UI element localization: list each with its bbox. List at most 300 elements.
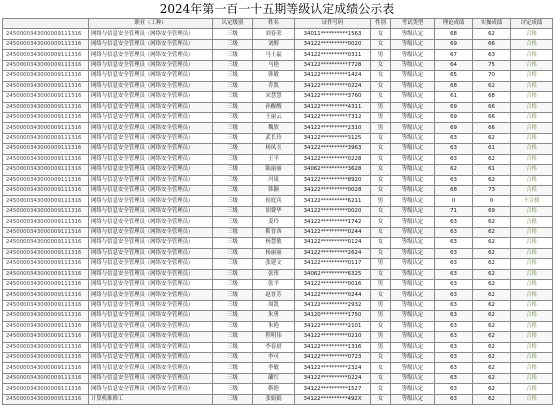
table-cell: 69 [435, 112, 473, 122]
table-cell: 三级 [213, 311, 253, 321]
table-cell: 三级 [213, 92, 253, 102]
table-cell: 三级 [213, 165, 253, 175]
table-cell: 75 [473, 60, 511, 70]
table-cell: 合格 [511, 311, 553, 321]
table-cell: 张平 [253, 279, 295, 289]
table-cell: 等级认定 [391, 259, 435, 269]
table-cell: 2450000343000009111316 [3, 217, 89, 227]
table-row [3, 300, 553, 310]
table-cell: 网络与信息安全管理员（网络安全管理员） [89, 217, 213, 227]
table-cell: 等级认定 [391, 238, 435, 248]
table-cell: 靳晋西 [253, 227, 295, 237]
table-cell: 合格 [511, 81, 553, 91]
table-row [3, 123, 553, 133]
table-cell: 三级 [213, 112, 253, 122]
table-cell: 合格 [511, 133, 553, 143]
table-row [3, 102, 553, 112]
table-cell: 2450000343000009111316 [3, 133, 89, 143]
table-cell: 2450000343000009111316 [3, 165, 89, 175]
table-cell: 合格 [511, 269, 553, 279]
table-cell: 女 [371, 92, 391, 102]
table-cell: 网络与信息安全管理员（网络安全管理员） [89, 259, 213, 269]
table-cell: 三级 [213, 363, 253, 373]
table-cell: 2450000343000009111316 [3, 196, 89, 206]
table-cell: 63 [435, 133, 473, 143]
table-cell: 2450000343000009111316 [3, 342, 89, 352]
table-cell: 孙醒醒 [253, 102, 295, 112]
table-row [3, 363, 553, 373]
table-cell: 合格 [511, 102, 553, 112]
table-row [3, 175, 553, 185]
table-cell: 男 [371, 332, 391, 342]
table-cell: 女 [371, 175, 391, 185]
table-cell: 合格 [511, 186, 553, 196]
table-cell: 网络与信息安全管理员（网络安全管理员） [89, 186, 213, 196]
table-cell: 杨凤玉 [253, 144, 295, 154]
table-cell: 三级 [213, 342, 253, 352]
table-row [3, 81, 553, 91]
table-cell: 63 [435, 363, 473, 373]
table-cell: 武长玲 [253, 133, 295, 143]
header-cell: 性别 [371, 19, 391, 29]
table-cell: 2450000343000009111316 [3, 394, 89, 404]
table-cell: 63 [435, 279, 473, 289]
header-cell: 评定成绩 [511, 19, 553, 29]
table-cell: 0 [435, 196, 473, 206]
table-cell: 姜玲 [253, 217, 295, 227]
table-body [3, 29, 553, 405]
table-cell: 蘭红 [253, 373, 295, 383]
table-cell: 34122**********0311 [295, 50, 371, 60]
table-row [3, 321, 553, 331]
table-cell: 网络与信息安全管理员（网络安全管理员） [89, 353, 213, 363]
table-cell: 63 [435, 332, 473, 342]
table-cell: 34122**********4311 [295, 102, 371, 112]
table-cell: 网络与信息安全管理员（网络安全管理员） [89, 300, 213, 310]
table-cell: 女 [371, 353, 391, 363]
table-cell: 靳艳 [253, 384, 295, 394]
table-cell: 马艳 [253, 60, 295, 70]
table-cell: 62 [473, 290, 511, 300]
table-row [3, 332, 553, 342]
table-cell: 女 [371, 81, 391, 91]
table-cell: 62 [473, 217, 511, 227]
table-cell: 等级认定 [391, 39, 435, 49]
table-row [3, 60, 553, 70]
table-cell: 合格 [511, 92, 553, 102]
header-cell: 姓名 [253, 19, 295, 29]
table-row [3, 394, 553, 404]
table-cell: 2450000343000009111316 [3, 81, 89, 91]
table-cell: 女 [371, 363, 391, 373]
table-cell: 三级 [213, 50, 253, 60]
table-cell: 34122**********0016 [295, 279, 371, 289]
table-cell: 网络与信息安全管理员（网络安全管理员） [89, 206, 213, 216]
table-cell: 男 [371, 311, 391, 321]
table-cell: 女 [371, 186, 391, 196]
table-cell: 62 [473, 269, 511, 279]
table-cell: 等级认定 [391, 81, 435, 91]
table-cell: 李可 [253, 353, 295, 363]
table-cell: 2450000343000009111316 [3, 112, 89, 122]
table-cell: 62 [473, 373, 511, 383]
table-cell: 张建文 [253, 259, 295, 269]
table-cell: 等级认定 [391, 342, 435, 352]
table-cell: 2450000343000009111316 [3, 60, 89, 70]
table-cell: 三级 [213, 123, 253, 133]
table-cell: 合格 [511, 206, 553, 216]
table-cell: 女 [371, 321, 391, 331]
table-cell: 34062**********3628 [295, 165, 371, 175]
table-cell: 等级认定 [391, 394, 435, 404]
table-cell: 等级认定 [391, 269, 435, 279]
table-cell: 女 [371, 269, 391, 279]
table-cell: 等级认定 [391, 112, 435, 122]
table-cell: 女 [371, 133, 391, 143]
table-cell: 2450000343000009111316 [3, 71, 89, 81]
table-cell: 三级 [213, 394, 253, 404]
table-cell: 34122**********2932 [295, 300, 371, 310]
table-cell: 2450000343000009111316 [3, 311, 89, 321]
table-cell: 三级 [213, 332, 253, 342]
table-cell: 魏欣 [253, 123, 295, 133]
table-cell: 62 [473, 133, 511, 143]
table-cell: 34062**********6325 [295, 269, 371, 279]
table-cell: 三级 [213, 384, 253, 394]
table-cell: 62 [473, 227, 511, 237]
table-cell: 66 [473, 39, 511, 49]
table-row [3, 71, 553, 81]
table-cell: 63 [435, 175, 473, 185]
table-row [3, 92, 553, 102]
table-cell: 2450000343000009111316 [3, 186, 89, 196]
table-cell: 女 [371, 60, 391, 70]
table-cell: 网络与信息安全管理员（网络安全管理员） [89, 384, 213, 394]
table-row [3, 342, 553, 352]
table-cell: 34122**********492X [295, 394, 371, 404]
table-cell: 34122**********0244 [295, 290, 371, 300]
table-cell: 李春晨 [253, 342, 295, 352]
table-cell: 男 [371, 50, 391, 60]
table-cell: 网络与信息安全管理员（网络安全管理员） [89, 196, 213, 206]
table-cell: 34122**********0210 [295, 332, 371, 342]
table-cell: 三级 [213, 238, 253, 248]
table-cell: 63 [435, 353, 473, 363]
table-cell: 女 [371, 165, 391, 175]
table-cell: 71 [435, 206, 473, 216]
table-cell: 女 [371, 39, 391, 49]
table-cell: 2450000343000009111316 [3, 29, 89, 39]
table-cell: 等级认定 [391, 279, 435, 289]
table-cell: 62 [473, 332, 511, 342]
table-cell: 网络与信息安全管理员（网络安全管理员） [89, 81, 213, 91]
table-cell: 李敏 [253, 363, 295, 373]
table-cell: 62 [473, 154, 511, 164]
table-cell: 等级认定 [391, 175, 435, 185]
table-cell: 65 [435, 71, 473, 81]
table-cell: 2450000343000009111316 [3, 102, 89, 112]
table-cell: 男 [371, 123, 391, 133]
table-cell: 宋慧慧 [253, 92, 295, 102]
table-cell: 三级 [213, 259, 253, 269]
table-cell: 三级 [213, 248, 253, 258]
table-cell: 三级 [213, 217, 253, 227]
table-cell: 63 [435, 342, 473, 352]
table-cell: 合格 [511, 279, 553, 289]
table-cell: 网络与信息安全管理员（网络安全管理员） [89, 373, 213, 383]
table-cell: 2450000343000009111316 [3, 206, 89, 216]
table-cell: 63 [435, 217, 473, 227]
table-cell: 66 [473, 123, 511, 133]
table-cell: 杨慧敏 [253, 238, 295, 248]
table-cell: 男 [371, 112, 391, 122]
table-cell: 63 [435, 373, 473, 383]
table-cell: 合格 [511, 39, 553, 49]
table-cell: 三级 [213, 269, 253, 279]
table-cell: 王平 [253, 154, 295, 164]
table-cell: 62 [473, 81, 511, 91]
table-row [3, 133, 553, 143]
table-cell: 等级认定 [391, 60, 435, 70]
table-cell: 合格 [511, 112, 553, 122]
table-row [3, 29, 553, 39]
table-cell: 合格 [511, 217, 553, 227]
table-cell: 34011**********1563 [295, 29, 371, 39]
table-cell: 63 [435, 248, 473, 258]
table-cell: 网络与信息安全管理员（网络安全管理员） [89, 112, 213, 122]
table-cell: 网络与信息安全管理员（网络安全管理员） [89, 248, 213, 258]
table-cell: 34122**********1316 [295, 342, 371, 352]
table-cell: 张娟娟 [253, 394, 295, 404]
table-cell: 女 [371, 217, 391, 227]
table-cell: 34122**********2101 [295, 321, 371, 331]
table-cell: 合格 [511, 248, 553, 258]
table-cell: 2450000343000009111316 [3, 353, 89, 363]
table-cell: 男 [371, 279, 391, 289]
table-cell: 韩颖 [253, 186, 295, 196]
table-row [3, 227, 553, 237]
table-cell: 62 [473, 342, 511, 352]
table-cell: 网络与信息安全管理员（网络安全管理员） [89, 227, 213, 237]
table-cell: 34122**********1742 [295, 217, 371, 227]
table-cell: 网络与信息安全管理员（网络安全管理员） [89, 290, 213, 300]
table-cell: 61 [473, 165, 511, 175]
table-cell: 三级 [213, 144, 253, 154]
table-cell: 男 [371, 300, 391, 310]
table-cell: 2450000343000009111316 [3, 39, 89, 49]
table-cell: 0 [473, 196, 511, 206]
table-cell: 等级认定 [391, 248, 435, 258]
table-cell: 三级 [213, 300, 253, 310]
table-cell: 等级认定 [391, 311, 435, 321]
table-row [3, 186, 553, 196]
table-row [3, 206, 553, 216]
table-cell: 34122**********3760 [295, 92, 371, 102]
table-row [3, 279, 553, 289]
table-cell: 网络与信息安全管理员（网络安全管理员） [89, 175, 213, 185]
table-cell: 2450000343000009111316 [3, 123, 89, 133]
table-row [3, 112, 553, 122]
table-cell: 34122**********1527 [295, 384, 371, 394]
table-cell: 合格 [511, 123, 553, 133]
table-cell: 34122**********6211 [295, 196, 371, 206]
table-cell: 女 [371, 227, 391, 237]
table-cell: 等级认定 [391, 373, 435, 383]
table-cell: 等级认定 [391, 227, 435, 237]
table-cell: 63 [435, 144, 473, 154]
table-cell: 62 [473, 300, 511, 310]
table-cell: 女 [371, 144, 391, 154]
table-cell: 三级 [213, 353, 253, 363]
table-cell: 合格 [511, 227, 553, 237]
table-cell: 周凯 [253, 300, 295, 310]
table-cell: 34122**********0224 [295, 81, 371, 91]
header-cell: 实操成绩 [473, 19, 511, 29]
table-row [3, 248, 553, 258]
table-cell: 等级认定 [391, 123, 435, 133]
table-cell: 网络与信息安全管理员（网络安全管理员） [89, 363, 213, 373]
table-cell: 62 [473, 259, 511, 269]
table-cell: 34122**********2624 [295, 248, 371, 258]
table-cell: 等级认定 [391, 133, 435, 143]
table-row [3, 290, 553, 300]
table-cell: 网络与信息安全管理员（网络安全管理员） [89, 165, 213, 175]
table-cell: 73 [473, 186, 511, 196]
table-cell: 2450000343000009111316 [3, 269, 89, 279]
header-cell: 考试类型 [391, 19, 435, 29]
table-cell: 34122**********7312 [295, 112, 371, 122]
table-cell: 三级 [213, 60, 253, 70]
table-cell: 合格 [511, 29, 553, 39]
table-cell: 等级认定 [391, 300, 435, 310]
table-cell: 合格 [511, 154, 553, 164]
table-cell: 2450000343000009111316 [3, 384, 89, 394]
header-cell: 理论成绩 [435, 19, 473, 29]
table-cell: 34122**********2310 [295, 123, 371, 133]
table-row [3, 154, 553, 164]
table-cell: 网络与信息安全管理员（网络安全管理员） [89, 133, 213, 143]
table-cell: 三级 [213, 321, 253, 331]
table-cell: 网络与信息安全管理员（网络安全管理员） [89, 71, 213, 81]
table-cell: 合格 [511, 332, 553, 342]
table-cell: 69 [435, 39, 473, 49]
table-cell: 2450000343000009111316 [3, 92, 89, 102]
table-cell: 女 [371, 71, 391, 81]
table-cell: 三级 [213, 39, 253, 49]
table-cell: 女 [371, 290, 391, 300]
table-cell: 2450000343000009111316 [3, 154, 89, 164]
table-row [3, 311, 553, 321]
table-cell: 网络与信息安全管理员（网络安全管理员） [89, 342, 213, 352]
table-cell: 等级认定 [391, 29, 435, 39]
table-cell: 合格 [511, 300, 553, 310]
table-cell: 62 [473, 248, 511, 258]
table-cell: 三级 [213, 29, 253, 39]
table-row [3, 144, 553, 154]
table-cell: 三级 [213, 196, 253, 206]
table-cell: 网络与信息安全管理员（网络安全管理员） [89, 102, 213, 112]
table-cell: 34122**********0723 [295, 353, 371, 363]
table-cell: 62 [473, 353, 511, 363]
table-cell: 67 [435, 50, 473, 60]
page-title: 2024年第一百一十五期等级认定成绩公示表 [159, 2, 395, 16]
table-row [3, 269, 553, 279]
table-cell: 等级认定 [391, 92, 435, 102]
table-cell: 等级认定 [391, 154, 435, 164]
table-cell: 合格 [511, 353, 553, 363]
table-cell: 女 [371, 238, 391, 248]
table-cell: 63 [435, 311, 473, 321]
table-cell: 等级认定 [391, 196, 435, 206]
table-cell: 63 [435, 384, 473, 394]
table-cell: 网络与信息安全管理员（网络安全管理员） [89, 332, 213, 342]
table-cell: 62 [473, 363, 511, 373]
table-cell: 63 [473, 50, 511, 60]
table-cell: 男 [371, 342, 391, 352]
table-cell: 等级认定 [391, 321, 435, 331]
table-cell: 68 [473, 92, 511, 102]
table-cell: 网络与信息安全管理员（网络安全管理员） [89, 50, 213, 60]
table-cell: 69 [435, 102, 473, 112]
table-cell: 2450000343000009111316 [3, 175, 89, 185]
table-row [3, 165, 553, 175]
table-cell: 68 [435, 186, 473, 196]
table-row [3, 384, 553, 394]
table-cell: 三级 [213, 71, 253, 81]
table-cell: 侯庭宾 [253, 196, 295, 206]
table-cell: 等级认定 [391, 102, 435, 112]
table-row [3, 259, 553, 269]
table-row [3, 50, 553, 60]
table-cell: 64 [435, 60, 473, 70]
table-cell: 等级认定 [391, 290, 435, 300]
table-cell: 34122**********3125 [295, 133, 371, 143]
table-cell: 陈丽丽 [253, 165, 295, 175]
results-table [2, 18, 553, 405]
table-cell: 计算机维修工 [89, 394, 213, 404]
table-cell: 62 [435, 165, 473, 175]
table-cell: 网络与信息安全管理员（网络安全管理员） [89, 321, 213, 331]
table-cell: 合格 [511, 165, 553, 175]
table-cell: 62 [473, 29, 511, 39]
table-cell: 2450000343000009111316 [3, 279, 89, 289]
table-row [3, 373, 553, 383]
table-cell: 网络与信息安全管理员（网络安全管理员） [89, 60, 213, 70]
table-cell: 34122**********3963 [295, 144, 371, 154]
table-cell: 三级 [213, 279, 253, 289]
table-cell: 63 [435, 300, 473, 310]
table-cell: 女 [371, 206, 391, 216]
table-cell: 34122**********0224 [295, 373, 371, 383]
table-row [3, 217, 553, 227]
table-cell: 等级认定 [391, 71, 435, 81]
table-row [3, 238, 553, 248]
table-cell: 合格 [511, 259, 553, 269]
table-cell: 男 [371, 259, 391, 269]
table-cell: 2450000343000009111316 [3, 332, 89, 342]
table-cell: 等级认定 [391, 186, 435, 196]
table-cell: 刘醇 [253, 39, 295, 49]
table-cell: 66 [473, 102, 511, 112]
table-cell: 等级认定 [391, 206, 435, 216]
table-cell: 网络与信息安全管理员（网络安全管理员） [89, 144, 213, 154]
table-cell: 62 [473, 394, 511, 404]
table-cell: 等级认定 [391, 50, 435, 60]
table-cell: 合格 [511, 321, 553, 331]
table-cell: 2450000343000009111316 [3, 290, 89, 300]
table-cell: 2450000343000009111316 [3, 363, 89, 373]
table-cell: 等级认定 [391, 144, 435, 154]
